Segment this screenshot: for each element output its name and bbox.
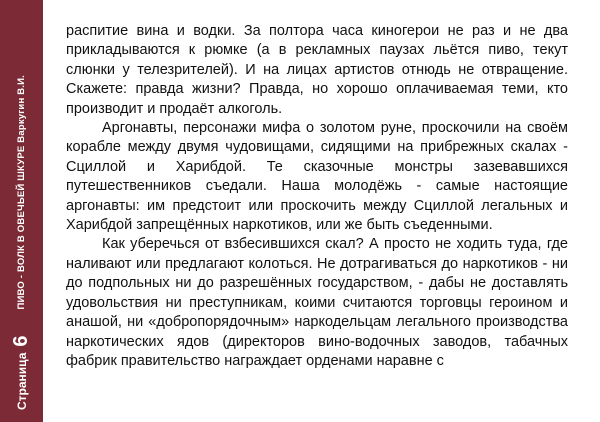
paragraph: распитие вина и водки. За полтора часа киногерои не раз и не два прикладываются к рюмке (а в рекламных паузах льётся пиво, текут слюнки у телезрителей). И на лицах артистов отнюдь не отвращение. Скажете: правда жизни? Правда, но хорошо оплачиваемая теми, кто производит и продаёт алкоголь. (66, 23, 568, 117)
page-body (66, 22, 568, 371)
paragraph: Как уберечься от взбесившихся скал? А просто не ходить туда, где наливают или предлагают колоться. Не дотрагиваться до наркотиков - ни до подпольных ни до разрешённых государством, - дабы не доставлять удовольствия ни преступникам, коими считаются торговцы героином и анашой, ни «добропорядочным» наркодельцам легального производства наркотических ядов (директоров вино-водочных заводов, табачных фабрик правительство награждает орденами наравне с (66, 236, 568, 369)
page-label: Страница (14, 352, 29, 410)
side-strip-text (0, 0, 43, 422)
book-title: ПИВО - ВОЛК В ОВЕЧЬЕЙ ШКУРЕ Варкугин В.И. (16, 74, 27, 310)
side-strip (0, 0, 43, 422)
paragraph: Аргонавты, персонажи мифа о золотом руне, проскочили на своём корабле между двумя чудовищами, сидящими на прибрежных скалах - Сциллой и Харибдой. Те сказочные монстры зазевавшихся путешественников съедали. Наша молодёжь - самые настоящие аргонавты: им предстоит или проскочить между Сциллой легальных и Харибдой запрещённых наркотиков, или же быть съеденными. (66, 120, 568, 234)
page-number: 6 (10, 335, 32, 347)
